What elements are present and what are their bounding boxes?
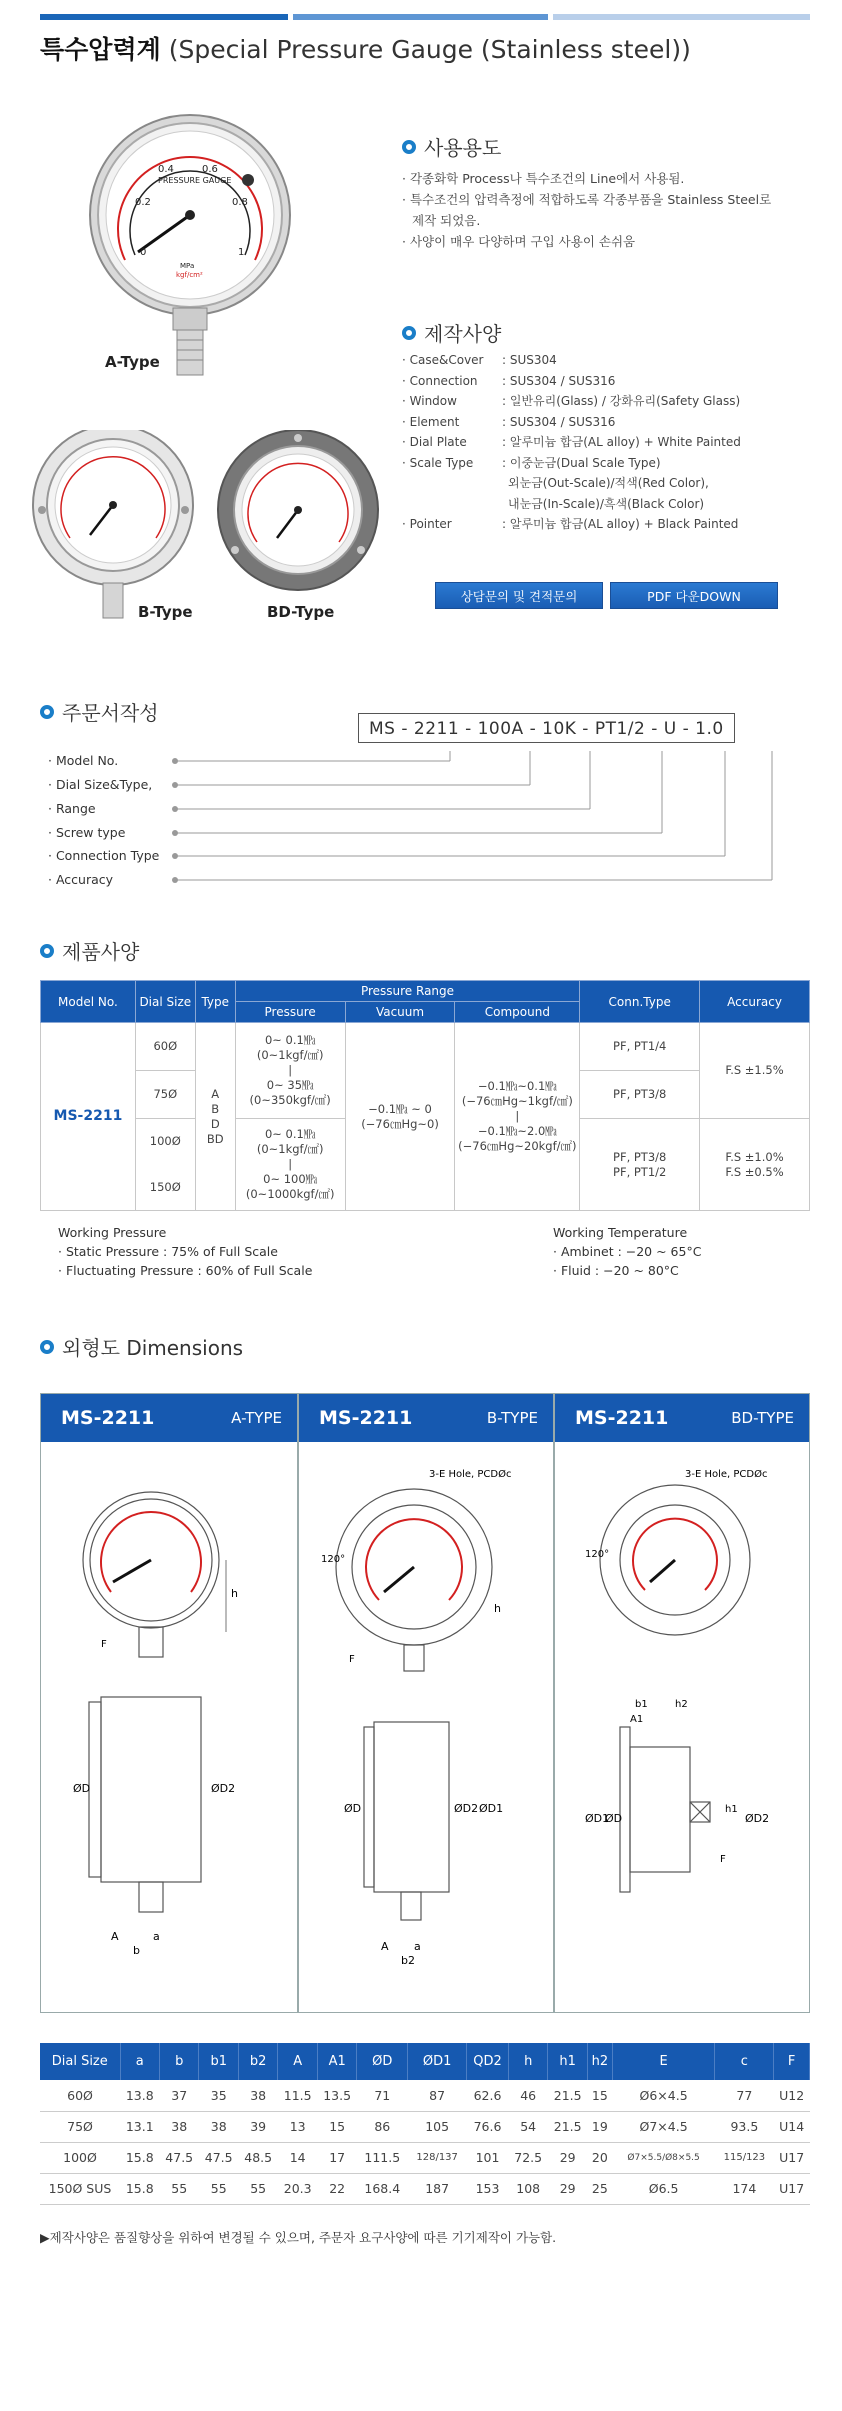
table-row: 60Ø 13.8 37 35 38 11.5 13.5 71 87 62.6 46 21.5 15 Ø6×4.5 77 U12 bbox=[40, 2080, 810, 2111]
order-label-dial: · Dial Size&Type, bbox=[48, 777, 153, 792]
top-bar-3 bbox=[553, 14, 810, 20]
conn-cell: PF, PT3/8 PF, PT1/2 bbox=[580, 1119, 700, 1211]
bd-type-gauge-image bbox=[215, 430, 385, 600]
svg-text:3-E Hole, PCDØc: 3-E Hole, PCDØc bbox=[685, 1469, 768, 1480]
bd-type-drawing bbox=[555, 1442, 809, 2012]
svg-text:120°: 120° bbox=[585, 1549, 610, 1560]
manufacture-spec-list bbox=[402, 350, 741, 535]
usage-item: · 사양이 매우 다양하며 구입 사용이 손쉬움 bbox=[402, 234, 636, 249]
svg-text:A: A bbox=[111, 1930, 119, 1943]
accuracy-cell: F.S ±1.0% F.S ±0.5% bbox=[700, 1119, 810, 1211]
th-range: Pressure Range bbox=[235, 981, 580, 1002]
order-label-accuracy: · Accuracy bbox=[48, 872, 114, 887]
usage-item: · 각종화학 Process나 특수조건의 Line에서 사용됨. bbox=[402, 171, 685, 186]
dimensions-heading: 외형도 Dimensions bbox=[40, 1332, 243, 1361]
order-heading: 주문서작성 bbox=[40, 697, 159, 726]
svg-text:ØD1: ØD1 bbox=[479, 1802, 504, 1815]
order-label-model: · Model No. bbox=[48, 753, 119, 768]
order-label-screw: · Screw type bbox=[48, 825, 126, 840]
gauge-tick-5: 1 bbox=[238, 247, 245, 258]
title-ko: 특수압력계 bbox=[40, 35, 161, 64]
table-row: 100Ø 15.8 47.5 47.5 48.5 14 17 111.5 128/137 101 72.5 29 20 Ø7×5.5/Ø8×5.5 115/123 U17 bbox=[40, 2142, 810, 2173]
product-heading: 제품사양 bbox=[40, 936, 139, 965]
svg-text:ØD2: ØD2 bbox=[745, 1812, 770, 1825]
gauge-unit-kgf: kgf/cm² bbox=[176, 271, 203, 279]
order-label-connection: · Connection Type bbox=[48, 848, 160, 863]
gauge-tick-4: 0.8 bbox=[232, 197, 248, 208]
usage-item: 제작 되었음. bbox=[412, 213, 481, 228]
accuracy-cell: F.S ±1.5% bbox=[700, 1023, 810, 1119]
order-connector-lines bbox=[165, 743, 795, 898]
b-type-label: B-Type bbox=[138, 603, 193, 621]
usage-heading: 사용용도 bbox=[402, 132, 501, 161]
spec-row: · Pointer : 알루미늄 합금(AL alloy) + Black Painted bbox=[402, 517, 739, 531]
table-row: 75Ø 13.1 38 38 39 13 15 86 105 76.6 54 21.5 19 Ø7×4.5 93.5 U14 bbox=[40, 2111, 810, 2142]
svg-text:120°: 120° bbox=[321, 1554, 346, 1565]
th-compound: Compound bbox=[455, 1002, 580, 1023]
pressure-cell-1: 0~ 0.1㎫ (0~1kgf/㎠) | 0~ 35㎫ (0~350kgf/㎠) bbox=[235, 1023, 345, 1119]
bullet-dot-icon bbox=[40, 944, 54, 958]
spec-row: · Window : 일반유리(Glass) / 강화유리(Safety Glass) bbox=[402, 394, 741, 408]
th-conn: Conn.Type bbox=[580, 981, 700, 1023]
dimension-panel-a: MS-2211 A-TYPE h F ØD ØD2 A a b bbox=[40, 1393, 298, 2013]
vacuum-cell: −0.1㎫ ~ 0 (−76㎝Hg~0) bbox=[345, 1023, 455, 1211]
table-row: 150Ø SUS 15.8 55 55 55 20.3 22 168.4 187 153 108 29 25 Ø6.5 174 U17 bbox=[40, 2173, 810, 2204]
svg-text:b: b bbox=[133, 1944, 140, 1957]
inquiry-button[interactable]: 상담문의 및 견적문의 bbox=[435, 582, 603, 609]
bd-type-label: BD-Type bbox=[267, 603, 335, 621]
th-type: Type bbox=[195, 981, 235, 1023]
usage-list bbox=[402, 168, 771, 252]
dial-cell: 75Ø bbox=[135, 1071, 195, 1119]
manufacture-heading: 제작사양 bbox=[402, 318, 501, 347]
spec-row: 내눈금(In-Scale)/흑색(Black Color) bbox=[508, 496, 705, 511]
dimension-panel-bd: MS-2211 BD-TYPE 3-E Hole, PCDØc 120° b1 h2 A1 ØD1 ØD ØD2 h1 F bbox=[554, 1393, 810, 2013]
dial-cell: 60Ø bbox=[135, 1023, 195, 1071]
footnote: ▶제작사양은 품질향상을 위하여 변경될 수 있으며, 주문자 요구사양에 따른 기기제작이 가능함. bbox=[40, 2230, 557, 2245]
th-model: Model No. bbox=[41, 981, 136, 1023]
svg-text:ØD: ØD bbox=[605, 1812, 623, 1825]
spec-row: · Connection : SUS304 / SUS316 bbox=[402, 373, 616, 388]
svg-text:ØD1: ØD1 bbox=[585, 1812, 610, 1825]
svg-text:b1: b1 bbox=[635, 1699, 648, 1710]
conn-cell: PF, PT3/8 bbox=[580, 1071, 700, 1119]
spec-row: · Element : SUS304 / SUS316 bbox=[402, 414, 616, 429]
svg-text:a: a bbox=[414, 1940, 421, 1953]
type-cell: A B D BD bbox=[195, 1023, 235, 1211]
compound-cell: −0.1㎫~0.1㎫ (−76㎝Hg~1kgf/㎠) | −0.1㎫~2.0㎫ (−76㎝Hg~20kgf/㎠) bbox=[455, 1023, 580, 1211]
top-bar-1 bbox=[40, 14, 288, 20]
a-type-drawing bbox=[41, 1442, 297, 2012]
svg-text:a: a bbox=[153, 1930, 160, 1943]
gauge-tick-3: 0.6 bbox=[202, 164, 218, 175]
page-title bbox=[40, 30, 691, 66]
svg-text:F: F bbox=[349, 1654, 355, 1665]
svg-text:ØD: ØD bbox=[344, 1802, 362, 1815]
working-pressure: Working Pressure · Static Pressure : 75% of Full Scale · Fluctuating Pressure : 60% of Full Scale bbox=[58, 1225, 313, 1278]
product-spec-table bbox=[40, 980, 810, 1211]
b-type-gauge-image bbox=[30, 430, 200, 620]
spec-row: · Case&Cover : SUS304 bbox=[402, 353, 557, 367]
dial-cell: 150Ø bbox=[135, 1165, 195, 1211]
gauge-tick-1: 0.2 bbox=[135, 197, 151, 208]
spec-row: · Scale Type : 이중눈금(Dual Scale Type) bbox=[402, 455, 661, 470]
svg-text:A: A bbox=[381, 1940, 389, 1953]
b-type-drawing bbox=[299, 1442, 553, 2012]
gauge-label-text: PRESSURE GAUGE bbox=[158, 176, 232, 185]
gauge-tick-2: 0.4 bbox=[158, 164, 174, 175]
a-type-label: A-Type bbox=[105, 353, 160, 371]
th-accuracy: Accuracy bbox=[700, 981, 810, 1023]
top-bar-2 bbox=[293, 14, 548, 20]
svg-text:h: h bbox=[231, 1587, 238, 1600]
gauge-unit-mpa: MPa bbox=[180, 262, 195, 270]
pdf-download-button[interactable]: PDF 다운DOWN bbox=[610, 582, 778, 609]
pressure-cell-2: 0~ 0.1㎫ (0~1kgf/㎠) | 0~ 100㎫ (0~1000kgf/㎠) bbox=[235, 1119, 345, 1211]
bullet-dot-icon bbox=[40, 1340, 54, 1354]
usage-item: · 특수조건의 압력측정에 적합하도록 각종부품을 Stainless Steel로 bbox=[402, 192, 772, 207]
th-pressure: Pressure bbox=[235, 1002, 345, 1023]
dimension-table: Dial Size a b b1 b2 A A1 ØD ØD1 QD2 h h1 h2 E c F 60Ø 13.8 37 35 38 11.5 13.5 71 87 62.6 46 21.5 15 Ø6×4.5 77 U12 75Ø 13.1 38 38 39 13 15 86 105 76.6 54 21.5 19 Ø7×4.5 93.5 U14 100Ø 15.8 47.5 47.5 48.5 14 17 111.5 128/137 101 72.5 29 20 Ø7×5.5/Ø8×5.5 115/123 U17 150Ø SUS 15.8 55 55 55 20.3 22 168.4 187 153 108 29 25 Ø6.5 174 U17 bbox=[40, 2043, 810, 2205]
th-vacuum: Vacuum bbox=[345, 1002, 455, 1023]
dimension-panel-b: MS-2211 B-TYPE 3-E Hole, PCDØc 120° h F ØD ØD2 ØD1 A a b2 bbox=[298, 1393, 554, 2013]
model-cell: MS-2211 bbox=[41, 1023, 136, 1211]
spec-row: 외눈금(Out-Scale)/적색(Red Color), bbox=[508, 476, 709, 490]
svg-text:A1: A1 bbox=[630, 1714, 644, 1725]
conn-cell: PF, PT1/4 bbox=[580, 1023, 700, 1071]
svg-text:3-E Hole, PCDØc: 3-E Hole, PCDØc bbox=[429, 1469, 512, 1480]
svg-text:ØD2: ØD2 bbox=[454, 1802, 479, 1815]
svg-text:b2: b2 bbox=[401, 1954, 415, 1967]
dial-cell: 100Ø bbox=[135, 1119, 195, 1165]
svg-text:F: F bbox=[720, 1854, 726, 1865]
order-code-box: MS - 2211 - 100A - 10K - PT1/2 - U - 1.0 bbox=[358, 713, 735, 743]
a-type-gauge-image bbox=[80, 110, 340, 390]
svg-text:h: h bbox=[494, 1602, 501, 1615]
bullet-dot-icon bbox=[402, 140, 416, 154]
bullet-dot-icon bbox=[40, 705, 54, 719]
svg-text:h1: h1 bbox=[725, 1804, 738, 1815]
svg-text:F: F bbox=[101, 1639, 107, 1650]
working-temperature: Working Temperature · Ambinet : −20 ~ 65°C · Fluid : −20 ~ 80°C bbox=[553, 1225, 702, 1278]
bullet-dot-icon bbox=[402, 326, 416, 340]
spec-row: · Dial Plate : 알루미늄 합금(AL alloy) + White Painted bbox=[402, 435, 741, 449]
th-dial: Dial Size bbox=[135, 981, 195, 1023]
gauge-tick-0: 0 bbox=[140, 247, 147, 258]
svg-text:ØD: ØD bbox=[73, 1782, 91, 1795]
svg-text:ØD2: ØD2 bbox=[211, 1782, 236, 1795]
title-en: (Special Pressure Gauge (Stainless steel)) bbox=[168, 35, 691, 64]
svg-text:h2: h2 bbox=[675, 1699, 688, 1710]
order-label-range: · Range bbox=[48, 801, 96, 816]
